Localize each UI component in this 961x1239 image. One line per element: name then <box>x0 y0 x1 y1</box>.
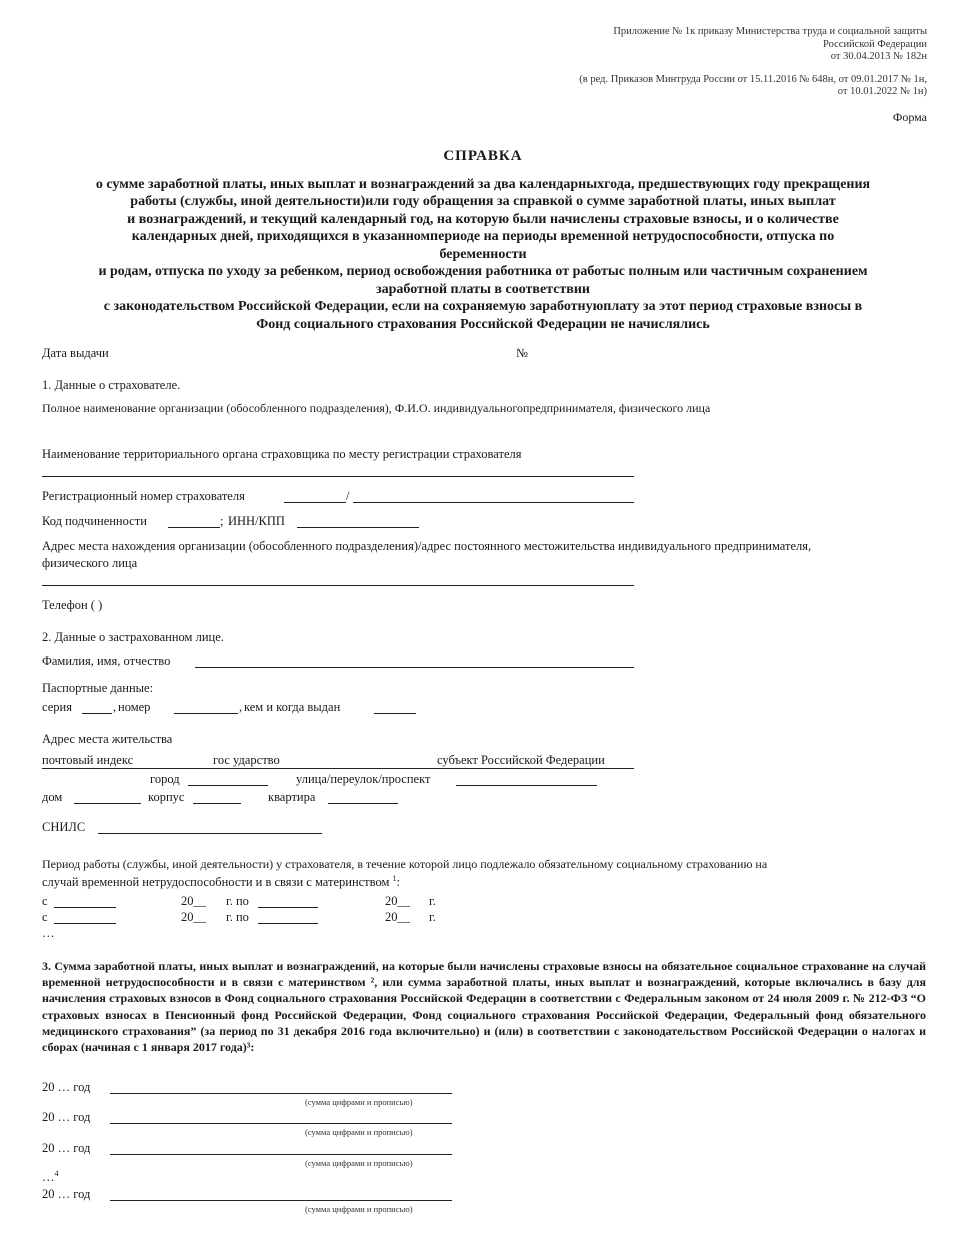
title-main: СПРАВКА <box>443 148 523 164</box>
period-year-end-2: 20__ <box>385 910 410 924</box>
snils-field[interactable] <box>98 833 322 834</box>
separator: ; <box>220 514 224 528</box>
section3-text: 3. Сумма заработной платы, иных выплат и вознаграждений, на которые были начислены страховые взносы на обязательное социальное страхование на случай временной нетрудоспособности и в связи с материнством ², или сумма заработной платы, иных выплат и вознаграждений, которые включались в базу для начисления страховых взносов в Фонд социального страхования Российской Федерации в соответствии с Федеральным законом от 24 июля 2009 г. № 212-ФЗ “О страховых взносах в Пенсионный фонд Российской Федерации, Фонд социального страхования Российской Федерации, Федеральный фонд обязательного медицинского страхования” (за период по 31 декабря 2016 года включительно) и (или) в соответствии с законодательством Российской Федерации о налогах и сборах (начиная с 1 января 2017 года)³: <box>42 959 926 1055</box>
state-label: гос ударство <box>213 753 280 767</box>
title-line-9: Фонд социального страхования Российской Федерации не начислялись <box>256 316 710 332</box>
insurer-full-name-label: Полное наименование организации (обособленного подразделения), Ф.И.О. индивидуальногопредпринимателя, физического лица <box>42 401 711 415</box>
order-reference <box>579 26 927 99</box>
reg-number-field-2[interactable] <box>353 502 634 503</box>
order-line-3: от 30.04.2013 № 182н <box>830 51 927 62</box>
period-g-1: г. <box>429 894 436 908</box>
subordination-code-label: Код подчиненности <box>42 514 147 528</box>
address-line-1[interactable] <box>42 768 634 769</box>
city-label: город <box>150 772 180 786</box>
house-label: дом <box>42 790 63 804</box>
passport-number-label: номер <box>118 700 151 714</box>
building-field[interactable] <box>193 803 241 804</box>
postcode-label: почтовый индекс <box>42 753 134 767</box>
period-to-label-2: г. по <box>226 910 249 924</box>
sum-field-3[interactable] <box>110 1154 452 1155</box>
passport-number-field[interactable] <box>174 713 238 714</box>
document-title <box>40 148 926 333</box>
passport-series-field[interactable] <box>82 713 112 714</box>
title-line-1: о сумме заработной платы, иных выплат и вознаграждений за два календарныхгода, предшествующих году прекращения <box>95 176 871 192</box>
territorial-body-label: Наименование территориального органа страховщика по месту регистрации страхователя <box>42 447 522 461</box>
street-label: улица/переулок/проспект <box>296 772 431 786</box>
flat-label: квартира <box>268 790 316 804</box>
title-line-4: календарных дней, приходящихся в указанномпериоде на периоды временной нетрудоспособности, отпуска по <box>131 229 835 244</box>
period-to-label-1: г. по <box>226 894 249 908</box>
amendment-line-1: (в ред. Приказов Минтруда России от 15.11.2016 № 648н, от 09.01.2017 № 1н, <box>579 73 927 85</box>
order-line-1: Приложение № 1к приказу Министерства труда и социальной защиты <box>613 26 927 37</box>
title-line-6: и родам, отпуска по уходу за ребенком, период освобождения работника от работыс полным или частичным сохранением <box>98 264 868 279</box>
form-label: Форма <box>892 110 927 124</box>
sum-year-label-2: 20 … год <box>42 1110 91 1124</box>
insurer-address-label: Адрес места нахождения организации (обособленного подразделения)/адрес постоянного местожительства индивидуального предпринимателя, <box>42 539 812 553</box>
sum-caption-2: (сумма цифрами и прописью) <box>305 1127 413 1137</box>
sum-ellipsis: …$^4$ <box>42 1169 59 1185</box>
period-ellipsis: … <box>42 926 55 940</box>
city-field[interactable] <box>188 785 268 786</box>
title-line-3: и вознаграждений, и текущий календарный год, на которую были начислены страховые взносы, и о количестве <box>127 211 839 227</box>
period-text-1: Период работы (службы, иной деятельности) у страхователя, в течение которой лицо подлежало обязательному социальному страхованию на <box>42 857 768 871</box>
period-to-date-2[interactable] <box>258 923 318 924</box>
territorial-body-field[interactable] <box>42 476 634 477</box>
amendment-line-2: от 10.01.2022 № 1н) <box>837 86 927 97</box>
title-line-2: работы (службы, иной деятельности)или году обращения за справкой о сумме заработной платы, иных выплат <box>130 194 836 209</box>
period-to-date-1[interactable] <box>258 907 318 908</box>
reg-number-label: Регистрационный номер страхователя <box>42 489 245 503</box>
sum-field-2[interactable] <box>110 1123 452 1124</box>
section1-heading: 1. Данные о страхователе. <box>42 378 181 392</box>
building-label: корпус <box>148 790 185 804</box>
sum-year-label-4: 20 … год <box>42 1187 91 1201</box>
sum-caption-1: (сумма цифрами и прописью) <box>305 1097 413 1107</box>
residence-label: Адрес места жительства <box>42 732 173 746</box>
footnote-1: 1 <box>392 874 397 883</box>
separator: , <box>113 700 117 714</box>
house-field[interactable] <box>74 803 141 804</box>
period-text-2: случай временной нетрудоспособности и в связи с материнством $^1$: <box>42 874 400 890</box>
period-year-end-1: 20__ <box>385 894 410 908</box>
subordination-code-field[interactable] <box>168 527 220 528</box>
street-field[interactable] <box>456 785 597 786</box>
passport-label: Паспортные данные: <box>42 681 154 695</box>
reg-number-field-1[interactable] <box>284 502 346 503</box>
fio-label: Фамилия, имя, отчество <box>42 654 171 668</box>
sum-year-label-1: 20 … год <box>42 1080 91 1094</box>
period-from-date-1[interactable] <box>54 907 116 908</box>
inn-kpp-field[interactable] <box>297 527 419 528</box>
insurer-address-label-2: физического лица <box>42 556 138 570</box>
fio-field[interactable] <box>195 667 634 668</box>
insurer-address-field[interactable] <box>42 585 634 586</box>
sum-field-1[interactable] <box>110 1093 452 1094</box>
sum-caption-4: (сумма цифрами и прописью) <box>305 1204 413 1214</box>
footnote-4: 4 <box>54 1169 59 1178</box>
passport-series-label: серия <box>42 700 72 714</box>
sum-caption-3: (сумма цифрами и прописью) <box>305 1158 413 1168</box>
passport-issued-field[interactable] <box>374 713 416 714</box>
phone-label: Телефон ( ) <box>42 598 103 612</box>
period-from-label: с <box>42 910 48 924</box>
period-from-date-2[interactable] <box>54 923 116 924</box>
flat-field[interactable] <box>328 803 398 804</box>
sum-field-4[interactable] <box>110 1200 452 1201</box>
issue-number-label: № <box>516 346 528 360</box>
order-line-2: Российской Федерации <box>823 38 927 50</box>
issue-date-label: Дата выдачи <box>42 346 109 360</box>
period-g-2: г. <box>429 910 436 924</box>
title-line-5: беременности <box>439 246 527 262</box>
passport-issued-label: кем и когда выдан <box>244 700 341 714</box>
period-year-1: 20__ <box>181 894 206 908</box>
sum-year-label-3: 20 … год <box>42 1141 91 1155</box>
title-line-7: заработной платы в соответствии <box>376 281 590 297</box>
period-year-2: 20__ <box>181 910 206 924</box>
separator: , <box>239 700 243 714</box>
period-from-label: с <box>42 894 48 908</box>
snils-label: СНИЛС <box>42 820 86 834</box>
subject-label: субъект Российской Федерации <box>437 753 605 767</box>
section2-heading: 2. Данные о застрахованном лице. <box>42 630 224 644</box>
slash-separator: / <box>346 489 350 503</box>
title-line-8: с законодательством Российской Федерации, если на сохраняемую заработнуюплату за этот период страховые взносы в <box>103 299 863 314</box>
inn-kpp-label: ИНН/КПП <box>228 514 285 528</box>
